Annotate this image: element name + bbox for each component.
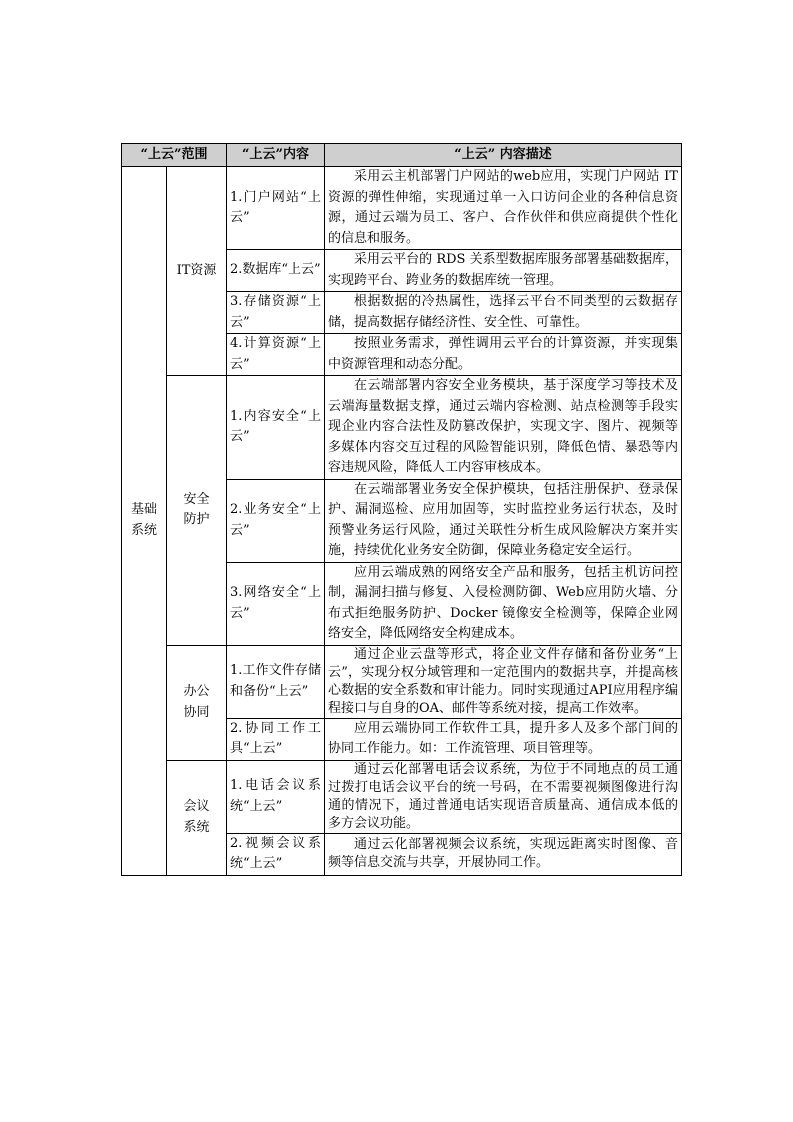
desc-cell: 采用云平台的 RDS 关系型数据库服务部署基础数据库，实现跨平台、跨业务的数据库统一管理。 — [325, 250, 682, 292]
desc-cell: 采用云主机部署门户网站的web应用，实现门户网站 IT 资源的弹性伸缩，实现通过单一入口访问企业的各种信息资源，通过云端为员工、客户、合作伙伴和供应商提供个性化的信息和服务。 — [325, 167, 682, 250]
item-cell: 1.内容安全“上云” — [227, 376, 325, 480]
item-cell: 1.工作文件存储和备份“上云” — [227, 645, 325, 718]
table-row — [122, 376, 682, 480]
scope-label: 基础系统 — [130, 502, 157, 538]
desc-cell: 按照业务需求，弹性调用云平台的计算资源，并实现集中资源管理和动态分配。 — [325, 334, 682, 376]
group-label: 安全防护 — [183, 491, 210, 528]
table-row — [122, 645, 682, 718]
desc-cell: 应用云端成熟的网络安全产品和服务，包括主机访问控制，漏洞扫描与修复、入侵检测防御、Web应用防火墙、分布式拒绝服务防护、Docker 镜像安全检测等，保障企业网络安全，降低网络安全构建成本。 — [325, 562, 682, 645]
group-cell — [167, 760, 227, 875]
header-scope: “上云”范围 — [122, 144, 227, 167]
desc-cell: 根据数据的冷热属性，选择云平台不同类型的云数据存储，提高数据存储经济性、安全性、可靠性。 — [325, 292, 682, 334]
group-label: 会议系统 — [183, 799, 210, 835]
table-row — [122, 760, 682, 833]
item-cell: 2.视频会议系统“上云” — [227, 833, 325, 875]
item-cell: 2.协同工作工具“上云” — [227, 718, 325, 760]
header-description: “上云” 内容描述 — [325, 144, 682, 167]
item-cell: 1.门户网站“上云” — [227, 167, 325, 250]
group-label: 办公协同 — [183, 684, 210, 720]
desc-cell: 在云端部署内容安全业务模块，基于深度学习等技术及云端海量数据支撑，通过云端内容检测、站点检测等手段实现企业内容合法性及防篡改保护，实现文字、图片、视频等多媒体内容交互过程的风险智能识别，降低色情、暴恐等内容违规风险，降低人工内容审核成本。 — [325, 376, 682, 480]
desc-cell: 在云端部署业务安全保护模块，包括注册保护、登录保护、漏洞巡检、应用加固等，实时监控业务运行状态，及时预警业务运行风险，通过关联性分析生成风险解决方案并实施，持续优化业务安全防御，保障业务稳定安全运行。 — [325, 479, 682, 562]
desc-cell: 通过云化部署视频会议系统，实现远距离实时图像、音频等信息交流与共享，开展协同工作。 — [325, 833, 682, 875]
item-cell: 2.业务安全“上云” — [227, 479, 325, 562]
header-content: “上云”内容 — [227, 144, 325, 167]
item-cell: 1.电话会议系统“上云” — [227, 760, 325, 833]
item-cell: 3.存储资源“上云” — [227, 292, 325, 334]
desc-cell: 应用云端协同工作软件工具，提升多人及多个部门间的协同工作能力。如：工作流管理、项目管理等。 — [325, 718, 682, 760]
item-cell: 2.数据库“上云” — [227, 250, 325, 292]
table-header-row — [122, 144, 682, 167]
group-cell — [167, 376, 227, 646]
item-cell: 3.网络安全“上云” — [227, 562, 325, 645]
cloud-content-table — [121, 143, 682, 876]
table-row — [122, 167, 682, 250]
group-cell — [167, 645, 227, 760]
desc-cell: 通过云化部署电话会议系统，为位于不同地点的员工通过拨打电话会议平台的统一号码，在不需要视频图像进行沟通的情况下，通过普通电话实现语音质量高、通信成本低的多方会议功能。 — [325, 760, 682, 833]
desc-cell: 通过企业云盘等形式，将企业文件存储和备份业务“上云”，实现分权分域管理和一定范围内的数据共享，并提高核心数据的安全系数和审计能力。同时实现通过API应用程序编程接口与自身的OA、邮件等系统对接，提高工作效率。 — [325, 645, 682, 718]
scope-cell — [122, 167, 167, 876]
item-cell: 4.计算资源“上云” — [227, 334, 325, 376]
group-cell: IT资源 — [167, 167, 227, 376]
